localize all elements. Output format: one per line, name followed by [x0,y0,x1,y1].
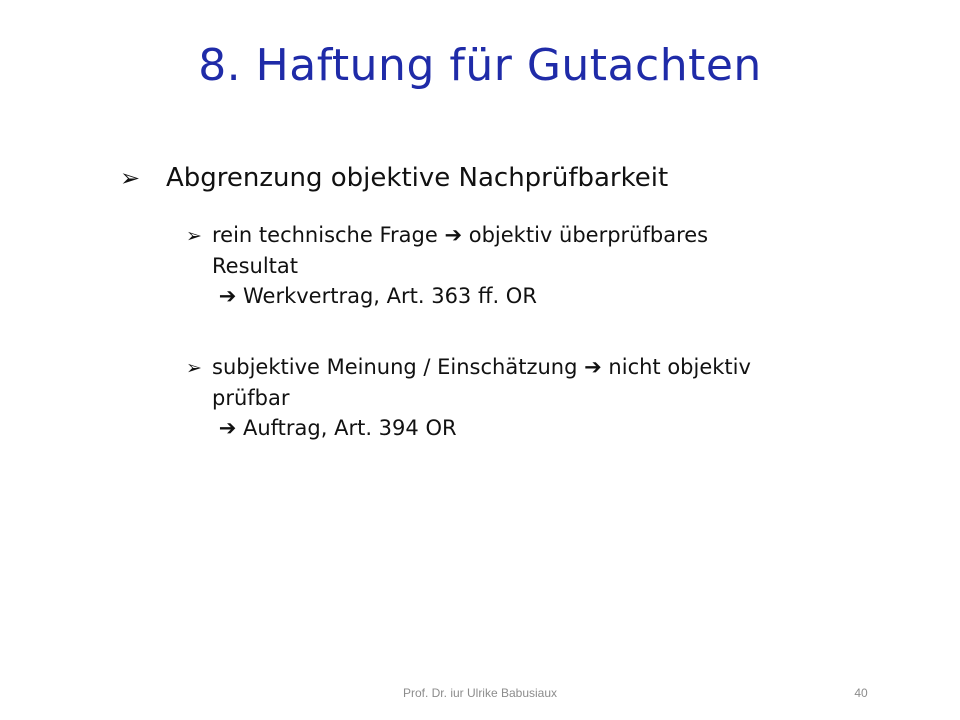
main-bullet [120,163,668,193]
bullet-arrow-icon: ➢ [186,357,202,379]
sub2-line3 [186,413,751,443]
sub2-line1-b: nicht objektiv [608,355,751,379]
bullet-arrow-icon: ➢ [120,164,141,192]
sub1-line1-a: rein technische Frage [212,223,438,247]
sub2-line2: prüfbar [212,386,290,410]
right-arrow-icon: ➔ [218,416,237,440]
page-number: 40 [854,686,868,700]
main-bullet-text: Abgrenzung objektive Nachprüfbarkeit [166,163,669,193]
sub2-line1-a: subjektive Meinung / Einschätzung [212,355,578,379]
right-arrow-icon: ➔ [218,284,237,308]
sub-bullet-technical [186,220,708,311]
sub1-line3 [186,281,708,311]
right-arrow-icon: ➔ [584,355,602,379]
sub1-line3-text: Werkvertrag, Art. 363 ff. OR [242,284,537,308]
footer-author: Prof. Dr. iur Ulrike Babusiaux [402,686,558,700]
right-arrow-icon: ➔ [444,223,463,247]
bullet-arrow-icon: ➢ [186,225,202,247]
slide-title: 8. Haftung für Gutachten [198,40,762,91]
sub1-line1-b: objektiv überprüfbares [468,223,709,247]
sub-bullet-subjective [186,352,751,443]
sub1-line2: Resultat [212,254,298,278]
sub2-line3-text: Auftrag, Art. 394 OR [242,416,457,440]
